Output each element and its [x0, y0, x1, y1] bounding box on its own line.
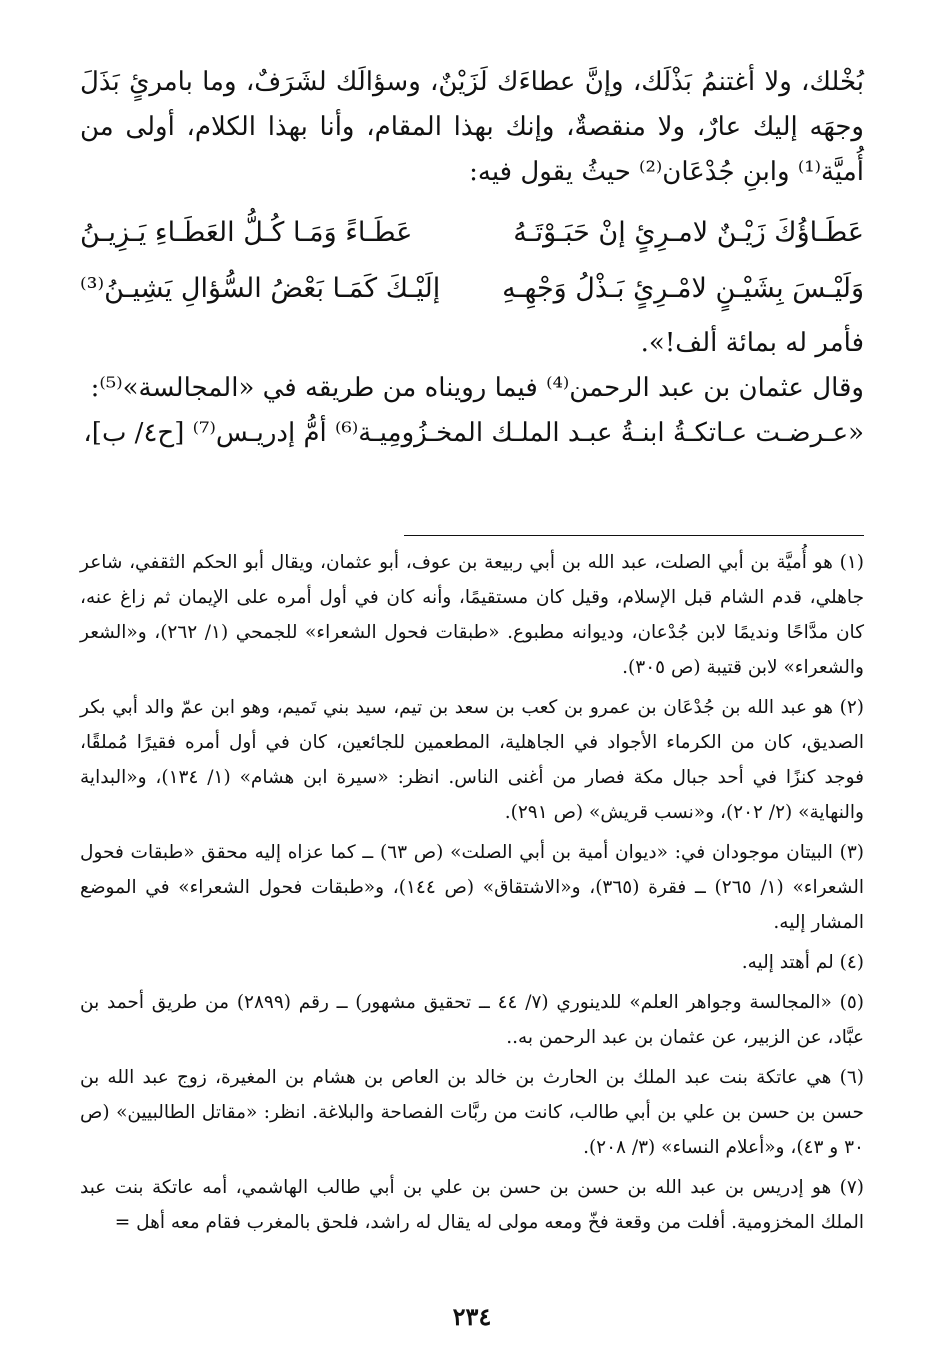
verse-first-hemistich: عَطَـاؤُكَ زَيْـنٌ لامـرِئٍ إنْ حَبَـوْتَـهُ: [513, 217, 864, 248]
paragraph-opening: بُخْلك، ولا أغتنمُ بَذْلَك، وإنَّ عطاءَك لَزَيْنٌ، وسؤالَك لشَرَفٌ، وما بامرئٍ بَذَلَ وجهَه إليك عارٌ، ولا منقصةٌ، وإنك بهذا المقام، وأنا بهذا الكلام، أولى من أُميَّة⁽¹⁾ وابنِ جُدْعَان⁽²⁾ حيثُ يقول فيه:: [80, 67, 864, 187]
footnote-2: (٢) هو عبد الله بن جُدْعَان بن عمرو بن كعب بن سعد بن تيم، سيد بني تَميم، وهو ابن عمّ والد أبي بكر الصديق، كان من الكرماء الأجواد في الجاهلية، المطعمين للجائعين، كان في أول أمره فقيرًا مُملقًا، فوجد كنزًا في أحد جبال مكة فصار من أغنى الناس. انظر: «سيرة ابن هشام» (١/ ١٣٤)، و«البداية والنهاية» (٢/ ٢٠٢)، و«نسب قريش» (ص ٢٩١).: [80, 697, 864, 823]
footnote-6: (٦) هي عاتكة بنت عبد الملك بن الحارث بن خالد بن العاص بن هشام بن المغيرة، زوج عبد الله بن حسن بن حسن بن علي بن أبي طالب، كانت من ربَّات الفصاحة والبلاغة. انظر: «مقاتل الطالبيين» (ص ٣٠ و ٤٣)، و«أعلام النساء» (٣/ ٢٠٨).: [80, 1067, 864, 1158]
footnote-3: (٣) البيتان موجودان في: «ديوان أمية بن أبي الصلت» (ص ٦٣) ــ كما عزاه إليه محقق «طبقات فحول الشعراء» (١/ ٢٦٥) ــ فقرة (٣٦٥)، و«الاشتقاق» (ص ١٤٤)، و«طبقات فحول الشعراء» في الموضع المشار إليه.: [80, 842, 865, 933]
poem-verse: [80, 261, 864, 317]
poem: [80, 205, 864, 317]
paragraph-quote-start: «عـرضـت عـاتكـةُ ابنـةُ عبـد الملـك المخـزُومِيـة⁽⁶⁾ أمُّ إدريـس⁽⁷⁾ [ح٤/ ب]،: [83, 418, 864, 448]
footnote-5: (٥) «المجالسة وجواهر العلم» للدينوري (٧/ ٤٤ ــ تحقيق مشهور) ــ رقم (٢٨٩٩) من طريق أحمد بن عبَّاد، عن الزبير، عن عثمان بن عبد الرحمن به..: [80, 992, 864, 1048]
footnote-4: (٤) لم أهتد إليه.: [741, 952, 864, 973]
page-number: ٢٣٤: [452, 1302, 492, 1331]
footnote-7: (٧) هو إدريس بن عبد الله بن حسن بن حسن بن علي بن أبي طالب الهاشمي، أمه عاتكة بنت عبد الملك المخزومية. أفلت من وقعة فخّ ومعه مولى له يقال له راشد، فلحق بالمغرب فقام معه أهل =: [80, 1177, 864, 1233]
verse-second-hemistich: عَطَـاءً وَمَـا كُـلُّ العَطَـاءِ يَـزِيـنُ: [80, 217, 413, 248]
paragraph-narration: وقال عثمان بن عبد الرحمن⁽⁴⁾ فيما رويناه من طريقه في «المجالسة»⁽⁵⁾:: [90, 373, 864, 403]
verse-second-hemistich: إلَيْـكَ كَمَـا بَعْضُ السُّؤالِ يَشِيـنُ⁽³⁾: [80, 273, 441, 304]
footnote-separator: [404, 535, 864, 536]
poem-verse: [80, 205, 864, 261]
paragraph-after-poem: فأمر له بمائة ألف!».: [640, 328, 864, 358]
footnotes: [80, 545, 864, 1245]
verse-first-hemistich: وَلَيْـسَ بِشَيْـنٍ لامْـرِئٍ بَـذْلُ وَجْهِـهِ: [502, 273, 864, 304]
footnote-1: (١) هو أُميَّة بن أبي الصلت، عبد الله بن أبي ربيعة بن عوف، أبو عثمان، ويقال أبو الحكم الثقفي، شاعر جاهلي، قدم الشام قبل الإسلام، وقيل كان مستقيمًا، وأنه كان في أول أمره على الإيمان ثم زاغ عنه، كان مدَّاحًا ونديمًا لابن جُدْعان، وديوانه مطبوع. «طبقات فحول الشعراء» للجمحي (١/ ٢٦٢)، و«الشعر والشعراء» لابن قتيبة (ص ٣٠٥).: [80, 552, 864, 678]
main-text: [80, 60, 864, 456]
